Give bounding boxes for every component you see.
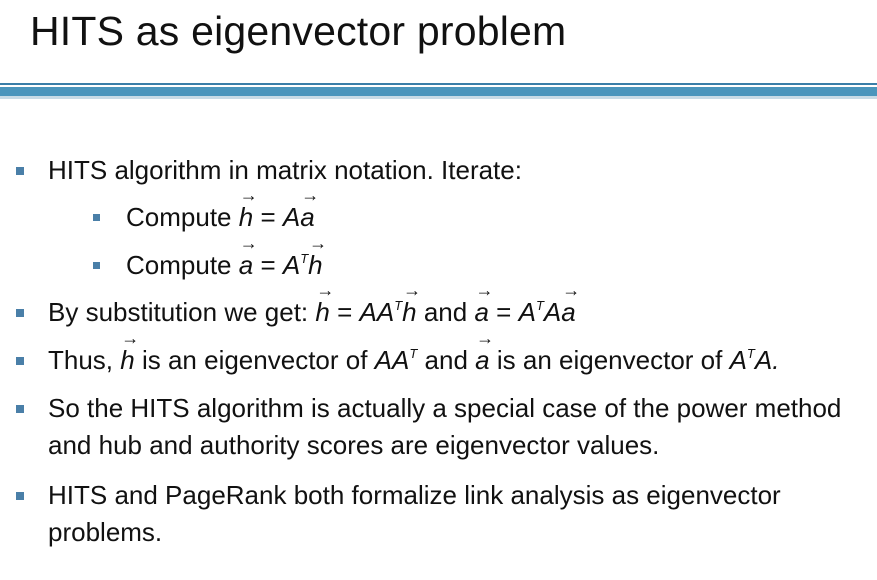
bullet-pagerank xyxy=(48,477,858,551)
bullet-eigenvector-claim: Thus, → h is an eigenvector of $AA^T$ and → a is an eigenvector of $A^TA$. xyxy=(48,342,779,383)
bullet-substitution: By substitution we get: → $h = AA^T\to h$ and → $a = A^TA\to a$ xyxy=(48,294,576,335)
square-bullet-icon xyxy=(93,214,100,221)
title-divider-thin xyxy=(0,83,877,85)
title-divider-bar xyxy=(0,87,877,96)
bullet-power-method xyxy=(48,390,858,464)
formula-a-equals-ATAa: → $a = A^TA\to a$ xyxy=(474,297,575,327)
formula-h-equals-AATh: → $h = AA^T\to h$ xyxy=(315,297,423,327)
bullet-compute-a xyxy=(126,247,323,288)
square-bullet-icon xyxy=(16,167,24,175)
bullet-text: HITS algorithm in matrix notation. Iterate: xyxy=(48,155,522,185)
vector-h: → h xyxy=(239,199,253,236)
square-bullet-icon xyxy=(16,405,24,413)
vector-a: → a xyxy=(239,247,253,284)
vector-a: → a xyxy=(475,342,489,379)
vector-a: → a xyxy=(300,199,314,236)
bullet-label: Compute xyxy=(126,250,232,280)
formula-a-equals-ATh: → $a = A^T\to h$ xyxy=(239,250,323,280)
title-divider-shadow xyxy=(0,96,877,99)
bullet-text: By substitution we get: xyxy=(48,297,309,327)
vector-h: → h xyxy=(120,342,134,379)
bullet-text: So the HITS algorithm is actually a special case of the power method and hub and authority scores are eigenvector values. xyxy=(48,393,842,460)
square-bullet-icon xyxy=(93,262,100,269)
matrix-ATA: $A^TA$. xyxy=(729,345,780,375)
matrix-AAT: $AA^T$ xyxy=(374,345,418,375)
vector-h: → h xyxy=(308,247,322,284)
bullet-matrix-notation xyxy=(48,152,522,189)
bullet-text: HITS and PageRank both formalize link analysis as eigenvector problems. xyxy=(48,480,781,547)
square-bullet-icon xyxy=(16,309,24,317)
slide-title: HITS as eigenvector problem xyxy=(30,8,567,54)
bullet-label: Compute xyxy=(126,202,232,232)
formula-h-equals-Aa: → h = A→ a xyxy=(239,202,315,232)
bullet-compute-h xyxy=(126,199,315,236)
square-bullet-icon xyxy=(16,492,24,500)
square-bullet-icon xyxy=(16,357,24,365)
